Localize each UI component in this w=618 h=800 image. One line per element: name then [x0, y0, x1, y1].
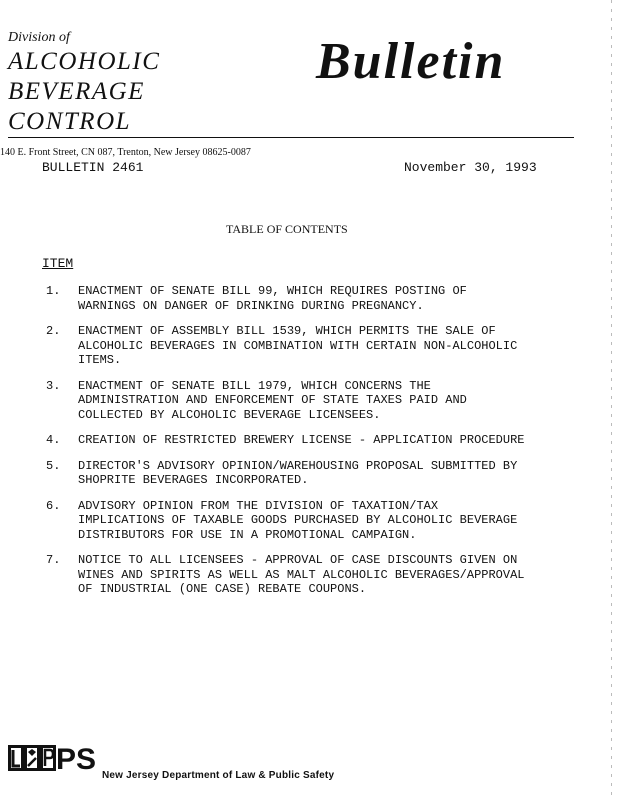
toc-item-line: ALCOHOLIC BEVERAGES IN COMBINATION WITH CERTAIN NON-ALCOHOLIC — [78, 338, 518, 353]
toc-item — [46, 379, 546, 423]
bulletin-number: BULLETIN 2461 — [42, 160, 144, 175]
toc-item-number: 7. — [46, 553, 61, 567]
toc-item-line: ENACTMENT OF ASSEMBLY BILL 1539, WHICH PERMITS THE SALE OF — [78, 324, 496, 338]
footer-department: New Jersey Department of Law & Public Safety — [102, 770, 335, 781]
toc-title: TABLE OF CONTENTS — [226, 222, 348, 236]
toc-item-list — [46, 284, 546, 608]
toc-item-line: WARNINGS ON DANGER OF DRINKING DURING PREGNANCY. — [78, 298, 424, 313]
item-heading: ITEM — [42, 256, 74, 271]
toc-item — [46, 459, 546, 488]
toc-item-line: ITEMS. — [78, 353, 122, 367]
toc-item-line: NOTICE TO ALL LICENSEES - APPROVAL OF CASE DISCOUNTS GIVEN ON — [78, 553, 518, 567]
toc-item-line: DIRECTOR'S ADVISORY OPINION/WAREHOUSING PROPOSAL SUBMITTED BY — [78, 458, 518, 473]
agency-name-line-1: ALCOHOLIC — [8, 48, 161, 75]
toc-item — [46, 324, 546, 368]
toc-item-line: OF INDUSTRIAL (ONE CASE) REBATE COUPONS. — [78, 582, 367, 596]
toc-item-line: ENACTMENT OF SENATE BILL 1979, WHICH CONCERNS THE — [78, 378, 431, 393]
header-rule — [8, 137, 574, 138]
toc-item — [46, 284, 546, 313]
toc-item-line: CREATION OF RESTRICTED BREWERY LICENSE - APPLICATION PROCEDURE — [78, 433, 525, 447]
agency-name-line-2: BEVERAGE — [8, 78, 145, 105]
toc-item-text — [78, 433, 546, 448]
toc-item-text — [78, 459, 546, 488]
scan-edge — [611, 0, 612, 800]
toc-item-number: 6. — [46, 498, 61, 513]
toc-item — [46, 433, 546, 448]
address-line: 140 E. Front Street, CN 087, Trenton, New Jersey 08625-0087 — [0, 147, 251, 158]
footer-logo — [8, 740, 100, 774]
bulletin-date: November 30, 1993 — [404, 160, 537, 175]
toc-item — [46, 553, 546, 597]
toc-item-line: ENACTMENT OF SENATE BILL 99, WHICH REQUIRES POSTING OF — [78, 284, 467, 298]
toc-item-text — [78, 284, 546, 313]
toc-item-number: 3. — [46, 378, 61, 393]
toc-item-text — [78, 324, 546, 368]
agency-name-line-3: CONTROL — [8, 108, 132, 135]
masthead-title: Bulletin — [316, 33, 506, 90]
svg-text:PS: PS — [56, 743, 97, 774]
toc-item-number: 2. — [46, 324, 61, 338]
toc-item-text — [78, 553, 546, 597]
toc-item-line: COLLECTED BY ALCOHOLIC BEVERAGE LICENSEES. — [78, 407, 381, 422]
toc-item-line: IMPLICATIONS OF TAXABLE GOODS PURCHASED BY ALCOHOLIC BEVERAGE — [78, 513, 518, 527]
toc-item-line: DISTRIBUTORS FOR USE IN A PROMOTIONAL CAMPAIGN. — [78, 527, 417, 542]
toc-item-line: ADMINISTRATION AND ENFORCEMENT OF STATE TAXES PAID AND — [78, 393, 467, 407]
toc-item-line: WINES AND SPIRITS AS WELL AS MALT ALCOHOLIC BEVERAGES/APPROVAL — [78, 567, 525, 582]
toc-item-number: 5. — [46, 458, 61, 473]
toc-item-number: 1. — [46, 284, 61, 298]
toc-item-line: SHOPRITE BEVERAGES INCORPORATED. — [78, 473, 309, 487]
division-of-label: Division of — [8, 30, 70, 45]
toc-item-line: ADVISORY OPINION FROM THE DIVISION OF TAXATION/TAX — [78, 498, 439, 513]
toc-item — [46, 499, 546, 543]
toc-item-text — [78, 379, 546, 423]
toc-item-text — [78, 499, 546, 543]
toc-item-number: 4. — [46, 433, 61, 447]
lps-logo-icon — [8, 740, 100, 774]
